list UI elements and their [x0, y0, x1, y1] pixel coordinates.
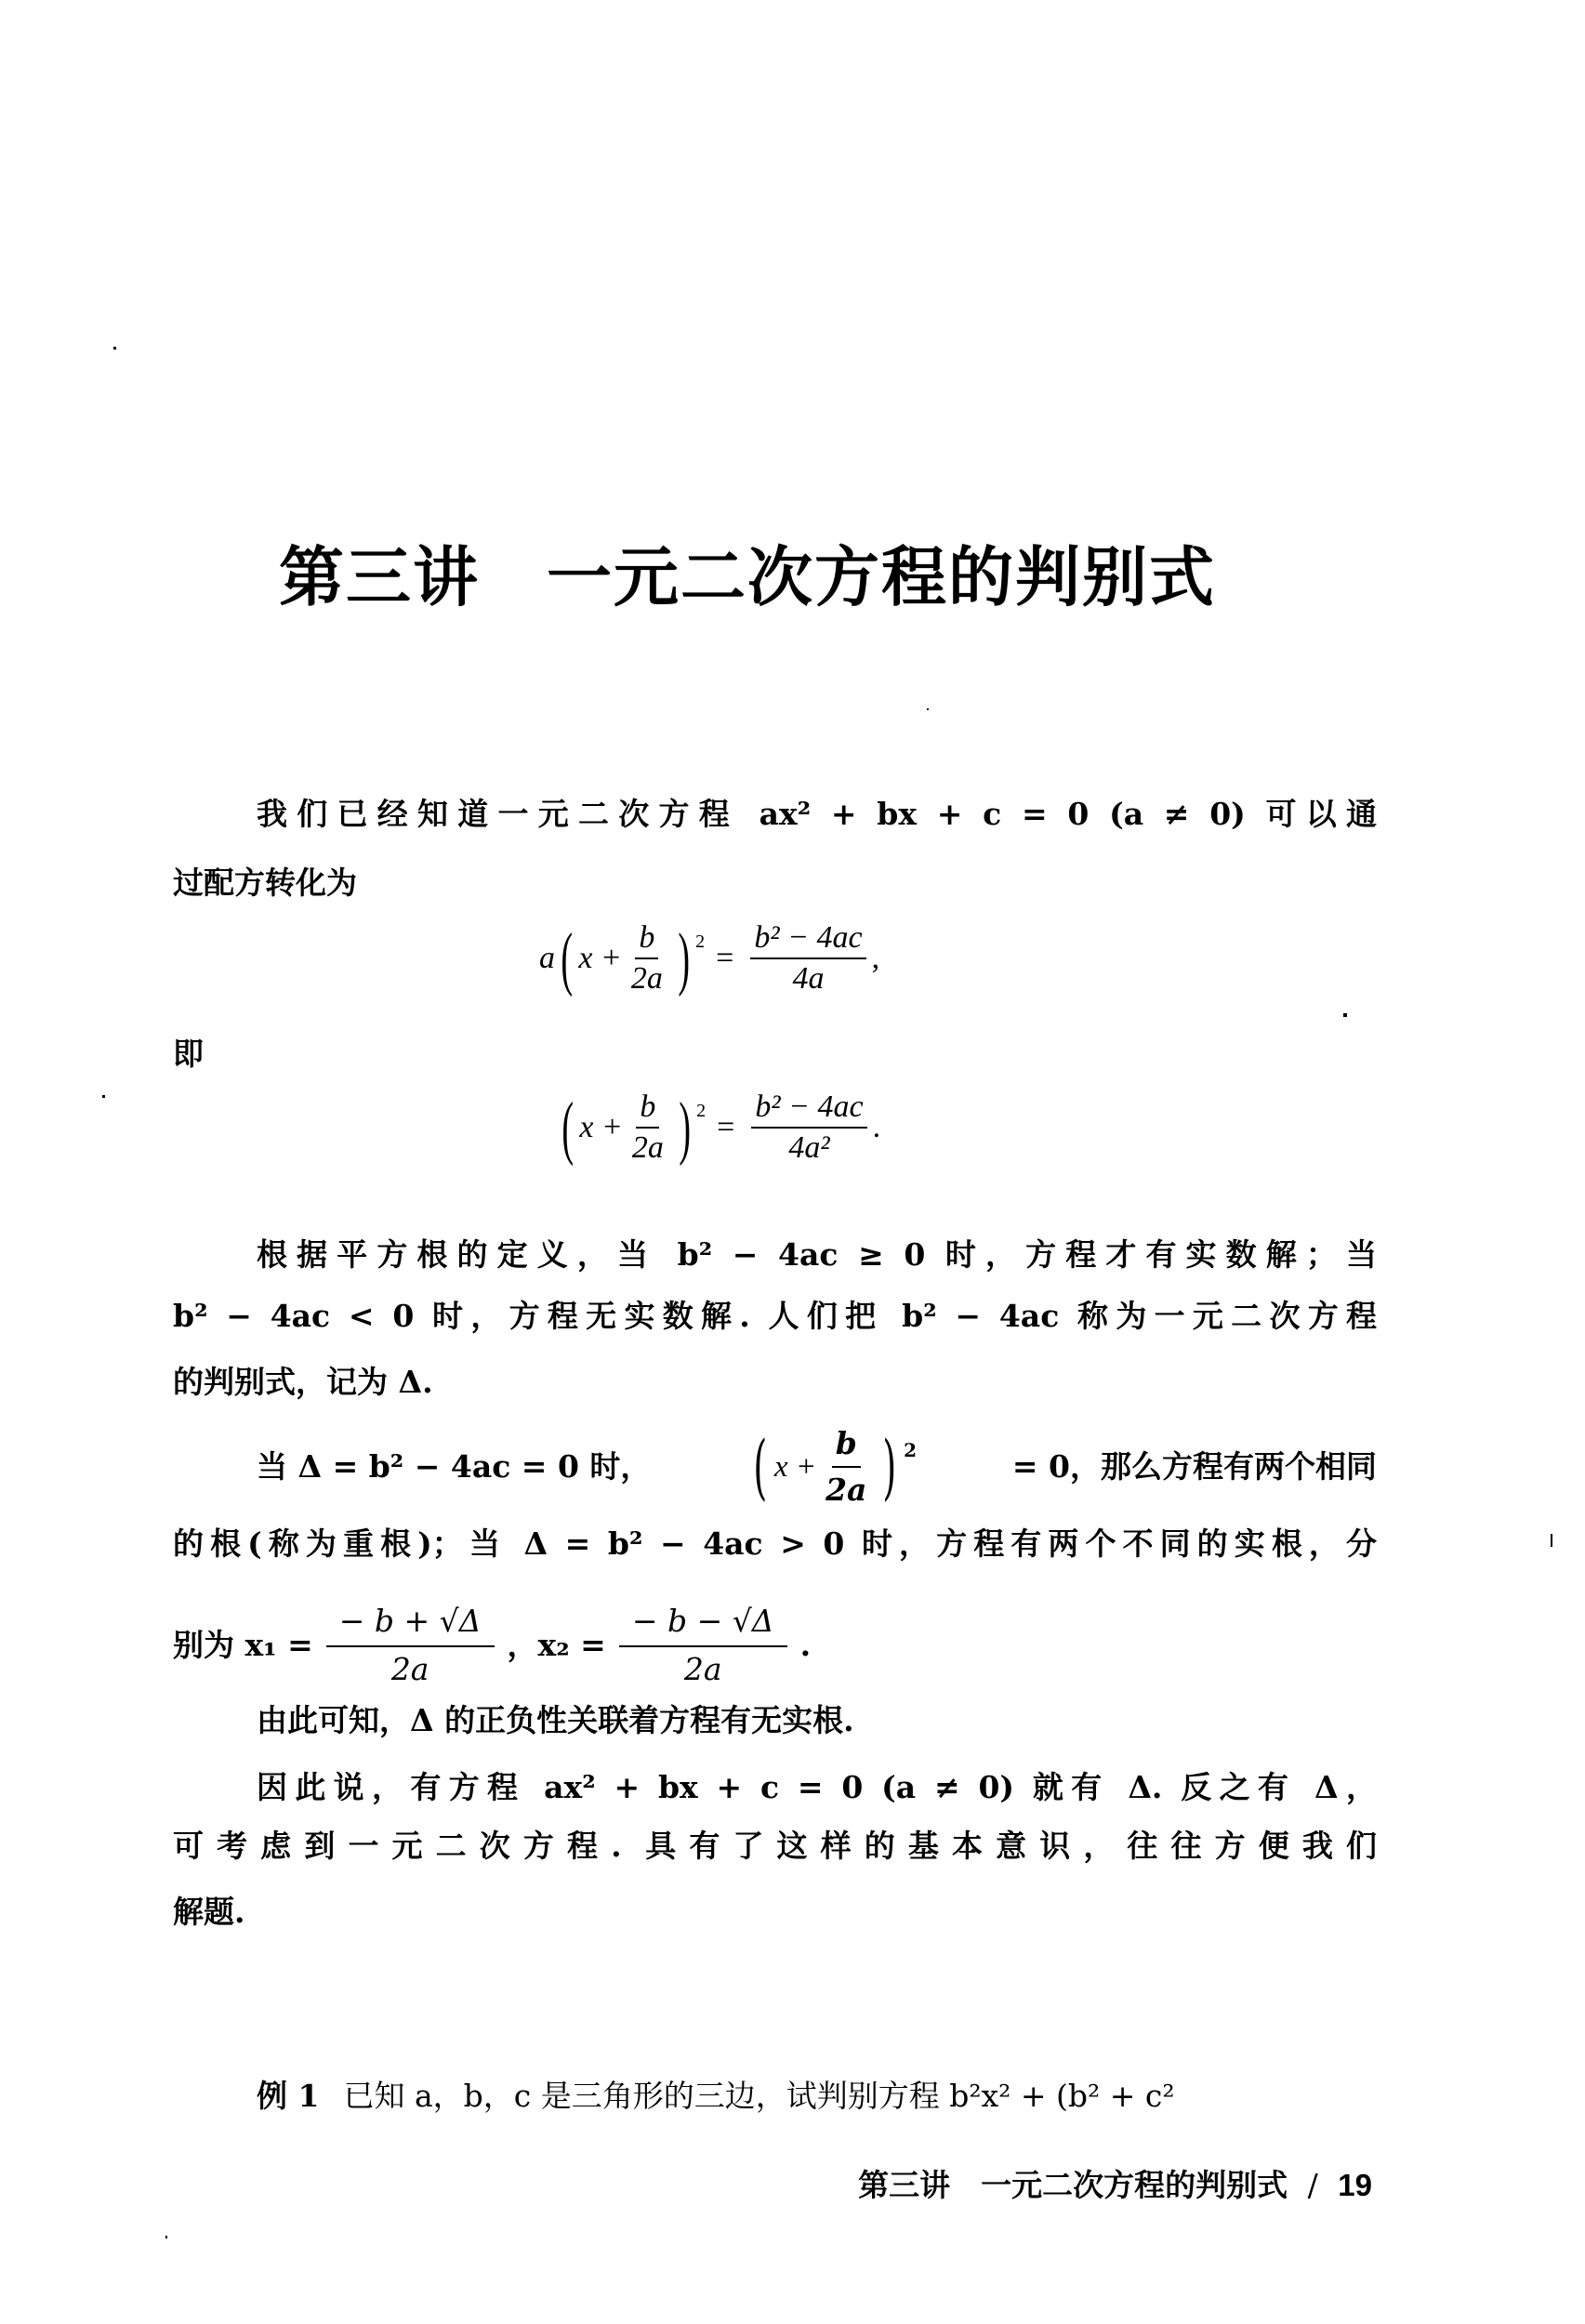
right-paren: ): [679, 1089, 691, 1167]
text: 别为 x₁ =: [173, 1627, 313, 1663]
period: .: [872, 1110, 881, 1144]
period: .: [799, 1627, 812, 1663]
exponent: 2: [904, 1439, 918, 1461]
paragraph-3-line-2: 的根(称为重根)；当 Δ = b² − 4ac > 0 时，方程有两个不同的实根，分: [173, 1525, 1377, 1562]
paragraph-5-line-3: 解题.: [173, 1894, 245, 1930]
equation-completed-square: [539, 920, 879, 997]
equation-normalized: [556, 1089, 880, 1166]
text: ，x₂ =: [507, 1627, 606, 1663]
x2-fraction: [619, 1601, 787, 1690]
paragraph-4: 由此可知，Δ 的正负性关联着方程有无实根.: [257, 1702, 854, 1738]
numerator: b² − 4ac: [751, 1089, 866, 1129]
denominator: 4a: [792, 961, 825, 996]
left-paren: (: [561, 1089, 574, 1167]
right-paren: ): [678, 919, 690, 997]
exponent: 2: [696, 1100, 707, 1121]
denominator: 2a: [630, 961, 663, 996]
scan-speck: [1343, 1013, 1347, 1017]
paragraph-2-line-3: 的判别式，记为 Δ.: [173, 1364, 433, 1400]
right-paren: ): [882, 1425, 897, 1508]
example-1: [257, 2076, 1377, 2117]
paragraph-1-line-1: 我们已经知道一元二次方程 ax² + bx + c = 0 (a ≠ 0) 可以通: [257, 796, 1377, 832]
numerator: b: [832, 1423, 861, 1468]
denominator: 2a: [826, 1472, 867, 1508]
paragraph-2-line-1: 根据平方根的定义，当 b² − 4ac ≥ 0 时，方程才有实数解；当: [257, 1236, 1377, 1273]
denominator: 4a²: [788, 1130, 830, 1165]
fraction: [822, 1423, 870, 1511]
paragraph-1-line-2: 过配方转化为: [173, 865, 357, 901]
scan-speck: [927, 708, 929, 710]
eq1-coef: a: [539, 941, 555, 975]
inline-squared-term: [746, 1423, 917, 1511]
paragraph-3-line-1: [257, 1425, 1377, 1508]
left-paren: (: [561, 919, 573, 997]
eq1-fraction: [627, 920, 667, 997]
paragraph-5-line-1: 因此说，有方程 ax² + bx + c = 0 (a ≠ 0) 就有 Δ. 反之有 Δ，: [257, 1769, 1377, 1805]
numerator: b: [635, 920, 658, 959]
eq2-rhs-fraction: [751, 1089, 866, 1166]
eq1-rhs-fraction: [750, 920, 865, 997]
numerator: − b + √Δ: [326, 1601, 495, 1647]
equals: =: [716, 941, 734, 975]
scan-speck: [113, 347, 116, 350]
example-text: 已知 a，b，c 是三角形的三边，试判别方程 b²x² + (b² + c²: [343, 2078, 1175, 2114]
numerator: b² − 4ac: [750, 920, 865, 959]
page-footer: [858, 2161, 1372, 2205]
denominator: 2a: [631, 1130, 664, 1165]
running-title: 第三讲 一元二次方程的判别式: [858, 2167, 1288, 2203]
scan-speck: [1551, 1534, 1552, 1547]
scan-speck: [102, 1095, 105, 1098]
paragraph-2-line-2: b² − 4ac < 0 时，方程无实数解. 人们把 b² − 4ac 称为一元二次方程: [173, 1298, 1377, 1334]
paragraph-5-line-2: 可考虑到一元二次方程. 具有了这样的基本意识，往往方便我们: [173, 1828, 1377, 1864]
paragraph-3-line-3: [173, 1599, 1377, 1692]
eq2-x: x +: [579, 1110, 623, 1144]
equals: =: [717, 1110, 735, 1144]
text: 当 Δ = b² − 4ac = 0 时，: [257, 1448, 652, 1485]
page-number: 19: [1338, 2168, 1372, 2202]
left-paren: (: [753, 1425, 768, 1508]
eq2-fraction: [628, 1089, 667, 1166]
ji-label: 即: [173, 1036, 204, 1072]
denominator: 2a: [683, 1651, 722, 1687]
example-label: 例 1: [257, 2078, 320, 2114]
chapter-title: 第三讲 一元二次方程的判别式: [279, 538, 1216, 615]
separator: /: [1307, 2167, 1318, 2203]
text: = 0，那么方程有两个相同: [1011, 1448, 1377, 1485]
comma: ,: [871, 941, 880, 975]
numerator: − b − √Δ: [619, 1601, 787, 1647]
x1-fraction: [326, 1601, 495, 1690]
x: x +: [773, 1450, 817, 1484]
numerator: b: [636, 1089, 659, 1129]
eq1-x: x +: [578, 941, 622, 975]
denominator: 2a: [390, 1651, 429, 1687]
exponent: 2: [695, 931, 706, 952]
scan-speck: [165, 2236, 167, 2238]
